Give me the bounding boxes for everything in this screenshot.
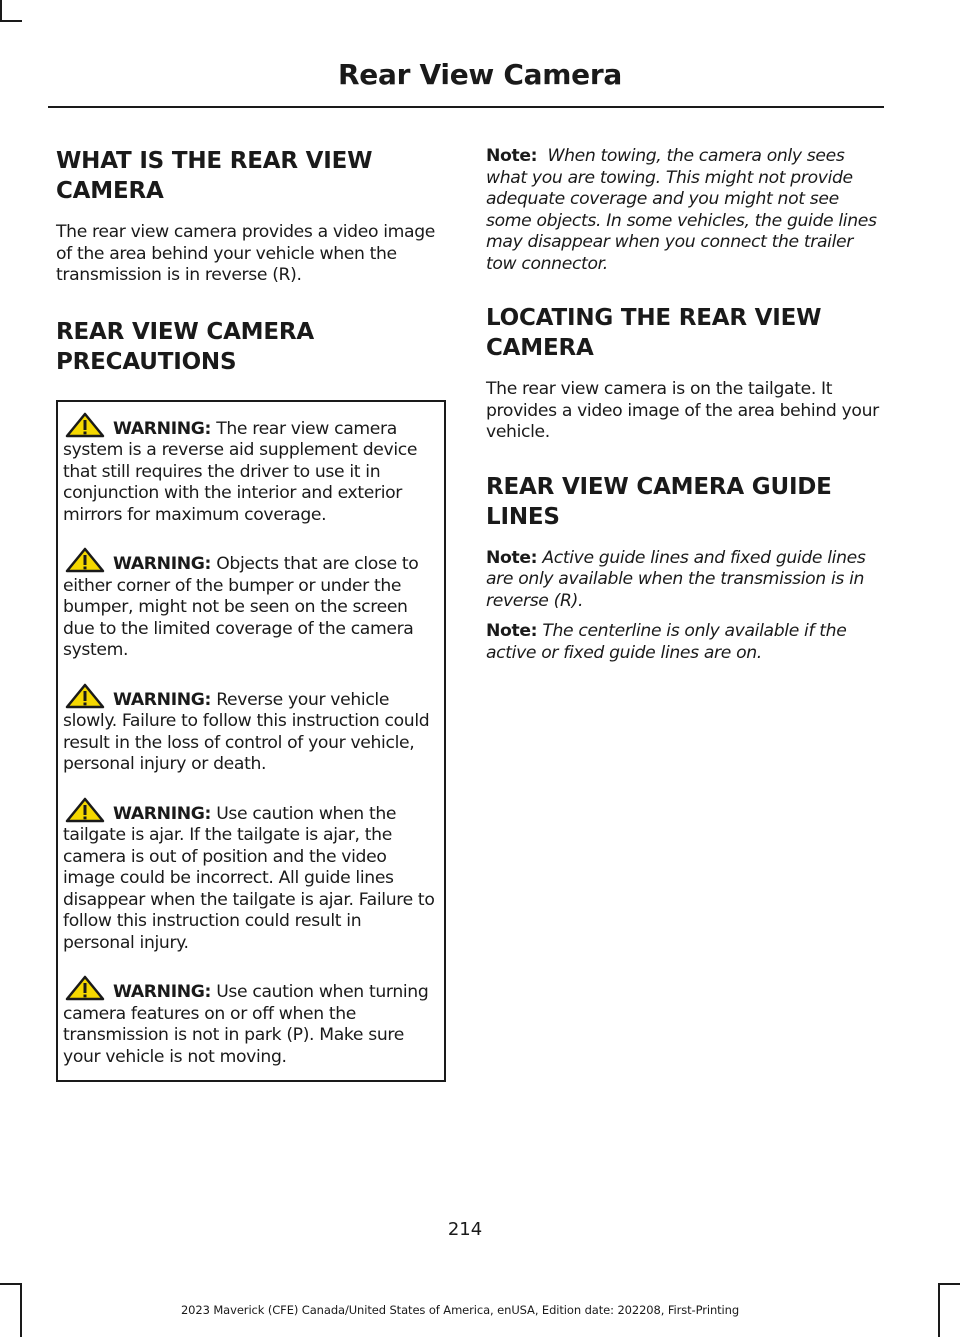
page-title: Rear View Camera — [338, 58, 622, 91]
crop-mark — [938, 1283, 960, 1285]
page-number: 214 — [447, 1219, 483, 1240]
warnings-box — [56, 400, 446, 1083]
crop-mark — [0, 0, 2, 22]
section-body-what-is: The rear view camera provides a video image of the area behind your vehicle when the transmission is in reverse (R). — [56, 222, 436, 285]
note-guide-lines: Note: Active guide lines and fixed guide lines are only available when the transmission is in reverse (R). — [486, 547, 866, 611]
warning-item: WARNING: Use caution when the tailgate is ajar. If the tailgate is ajar, the camera is out of position and the video image could be incorrect. All guide lines disappear when the tailgate is ajar. Failure to follow this instruction could result in personal injury. — [63, 797, 436, 955]
warning-triangle-icon — [63, 797, 107, 823]
page-footer: 2023 Maverick (CFE) Canada/United States of America, enUSA, Edition date: 202208, First-Printing — [180, 1303, 740, 1317]
left-column — [56, 146, 446, 1082]
header-divider — [48, 106, 884, 108]
crop-mark — [0, 20, 22, 22]
note-centerline: Note: The centerline is only available if the active or fixed guide lines are on. — [486, 621, 847, 663]
warning-triangle-icon — [63, 975, 107, 1001]
right-column — [486, 146, 880, 664]
crop-mark — [938, 1283, 940, 1337]
warning-triangle-icon — [63, 547, 107, 573]
section-heading-precautions: REAR VIEW CAMERA PRECAUTIONS — [56, 318, 314, 375]
section-body-locating: The rear view camera is on the tailgate. It provides a video image of the area behind your vehicle. — [486, 379, 879, 442]
warning-item: WARNING: Objects that are close to either corner of the bumper or under the bumper, might not be seen on the screen due to the limited coverage of the camera system. — [63, 547, 436, 662]
section-heading-guide-lines: REAR VIEW CAMERA GUIDE LINES — [486, 473, 832, 530]
warning-item: WARNING: The rear view camera system is a reverse aid supplement device that still requires the driver to use it in conjunction with the interior and exterior mirrors for maximum coverage. — [63, 412, 436, 527]
warning-item: WARNING: Use caution when turning camera features on or off when the transmission is not in park (P). Make sure your vehicle is not moving. — [63, 975, 436, 1068]
warning-triangle-icon — [63, 412, 107, 438]
section-heading-what-is: WHAT IS THE REAR VIEW CAMERA — [56, 148, 373, 204]
warning-item: WARNING: Reverse your vehicle slowly. Failure to follow this instruction could result in the loss of control of your vehicle, personal injury or death. — [63, 683, 436, 776]
note-towing: Note: When towing, the camera only sees what you are towing. This might not provide adequate coverage and you might not see some objects. In some vehicles, the guide lines may disappear when you connect the trailer tow connector. — [486, 146, 877, 274]
section-heading-locating: LOCATING THE REAR VIEW CAMERA — [486, 305, 822, 361]
warning-triangle-icon — [63, 683, 107, 709]
crop-mark — [0, 1283, 22, 1285]
